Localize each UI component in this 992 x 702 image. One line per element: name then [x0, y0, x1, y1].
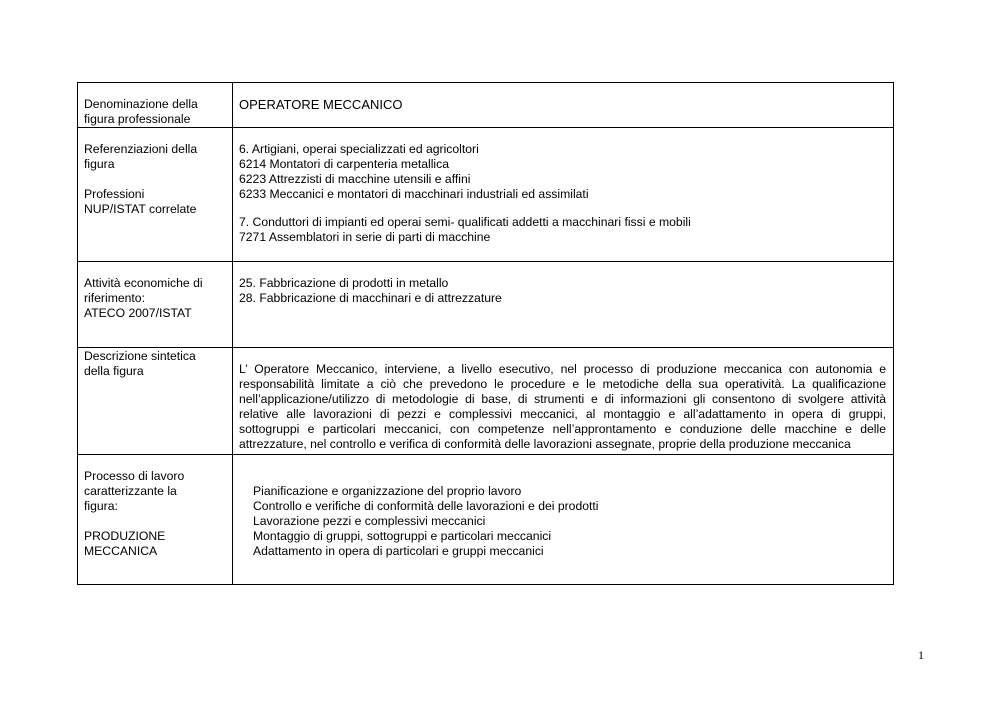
row-value: [233, 128, 894, 262]
row-value: [233, 455, 894, 585]
description-line: responsabilità limitate a ciò che prevedono le procedure e le metodiche della sua operatività. La qualificazione: [239, 377, 886, 391]
label-line: MECCANICA: [84, 544, 158, 558]
row-label: [78, 348, 233, 455]
label-line: PRODUZIONE: [84, 529, 166, 543]
row-label: [78, 83, 233, 128]
description-line: nell’applicazione/utilizzo di metodologie di base, di strumenti e di informazioni gli consentono di svolgere attività: [239, 392, 886, 406]
label-line: Denominazione della: [84, 97, 198, 111]
profession-line: 6214 Montatori di carpenteria metallica: [239, 157, 450, 171]
table-row: [78, 455, 894, 585]
label-line: NUP/ISTAT correlate: [84, 202, 197, 216]
row-label: [78, 262, 233, 348]
list-item: Adattamento in opera di particolari e gruppi meccanici: [253, 544, 544, 558]
description-line: relative alle lavorazioni di pezzi e complessivi meccanici, al montaggio e all’adattamento in opera di gruppi,: [239, 407, 886, 421]
label-line: Referenziazioni della: [84, 142, 198, 156]
page-number: 1: [918, 648, 924, 662]
label-line: Descrizione sintetica: [84, 349, 196, 363]
description-line: sottogruppi e particolari meccanici, con competenze nell’approntamento e conduzione delle macchine e delle: [239, 422, 886, 436]
table-row: [78, 83, 894, 128]
description-line: attrezzature, nel controllo e verifica di conformità delle lavorazioni assegnate, proprie della produzione meccanica: [239, 437, 851, 451]
profession-line: 6. Artigiani, operai specializzati ed agricoltori: [239, 142, 479, 156]
profession-line: 7. Conduttori di impianti ed operai semi- qualificati addetti a macchinari fissi e mobili: [239, 215, 691, 229]
description-line: L’ Operatore Meccanico, interviene, a livello esecutivo, nel processo di produzione meccanica con autonomia e: [239, 362, 886, 376]
table-row: [78, 128, 894, 262]
table-row: [78, 262, 894, 348]
profile-name: OPERATORE MECCANICO: [239, 97, 403, 112]
description-paragraph: [239, 348, 886, 452]
profession-line: 7271 Assemblatori in serie di parti di macchine: [239, 230, 491, 244]
list-item: Montaggio di gruppi, sottogruppi e particolari meccanici: [253, 529, 552, 543]
label-line: ATECO 2007/ISTAT: [84, 306, 192, 320]
label-line: caratterizzante la: [84, 484, 177, 498]
label-line: figura:: [84, 499, 118, 513]
profile-table: [77, 82, 894, 585]
ateco-line: 25. Fabbricazione di prodotti in metallo: [239, 276, 449, 290]
profession-line: 6233 Meccanici e montatori di macchinari industriali ed assimilati: [239, 187, 589, 201]
label-line: Professioni: [84, 187, 145, 201]
ateco-line: 28. Fabbricazione di macchinari e di attrezzature: [239, 291, 502, 305]
label-line: riferimento:: [84, 291, 145, 305]
list-item: Controllo e verifiche di conformità delle lavorazioni e dei prodotti: [253, 499, 599, 513]
table-row: [78, 348, 894, 455]
list-item: Lavorazione pezzi e complessivi meccanici: [253, 514, 486, 528]
profession-line: 6223 Attrezzisti di macchine utensili e affini: [239, 172, 471, 186]
row-value: [233, 348, 894, 455]
row-label: [78, 128, 233, 262]
row-value: [233, 262, 894, 348]
row-label: [78, 455, 233, 585]
list-item: Pianificazione e organizzazione del proprio lavoro: [253, 484, 522, 498]
label-line: figura professionale: [84, 112, 191, 126]
process-list: [239, 484, 886, 559]
label-line: Attività economiche di: [84, 276, 203, 290]
label-line: figura: [84, 157, 115, 171]
label-line: Processo di lavoro: [84, 469, 185, 483]
row-value: [233, 83, 894, 128]
label-line: della figura: [84, 364, 144, 378]
